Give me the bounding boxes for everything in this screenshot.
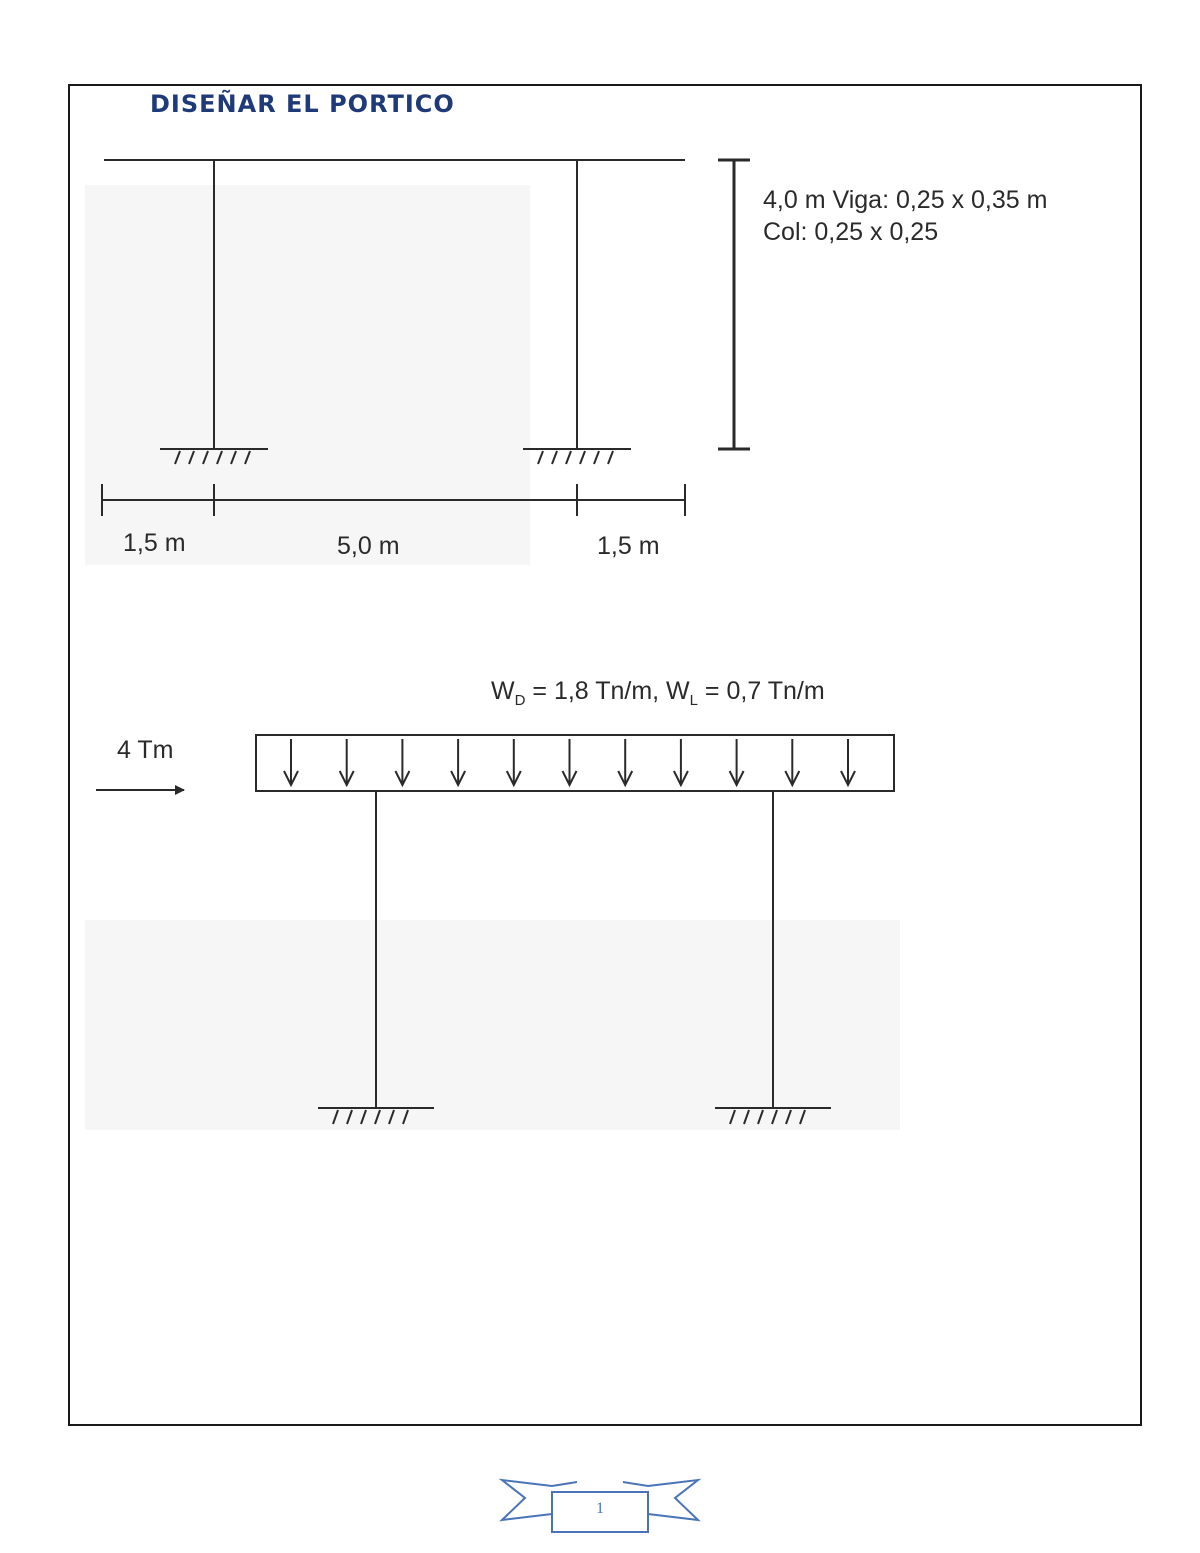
column-section-label: Col: 0,25 x 0,25 [763,218,939,246]
beam-section-label: Viga: 0,25 x 0,35 m [832,186,1048,214]
load-arrows [284,739,855,785]
live-load-subscript: L [689,692,698,709]
height-dimension [718,160,750,449]
dead-load-subscript: D [514,692,526,709]
ribbon-right [648,1480,698,1520]
height-label: 4,0 m [763,186,826,214]
live-load-value: = 0,7 Tn/m [697,677,825,705]
fixed-support-right [523,449,631,464]
page-number: 1 [596,1500,604,1517]
loaded-support-right [715,1108,831,1124]
span-left-label: 1,5 m [123,529,186,557]
dead-load-value: = 1,8 Tn/m, [525,677,667,705]
fixed-support-left [160,449,268,464]
lateral-force-label: 4 Tm [117,736,174,764]
span-right-label: 1,5 m [597,532,660,560]
loaded-support-left [318,1108,434,1124]
span-middle-label: 5,0 m [337,532,400,560]
loaded-frame [96,735,894,1124]
height-label-group [763,185,1047,215]
live-load-symbol: W [666,677,690,705]
dead-load-symbol: W [491,677,515,705]
ribbon-left [502,1480,552,1520]
span-dimension [102,484,685,516]
distributed-load-block [256,735,894,791]
page-title: DISEÑAR EL PORTICO [150,90,455,118]
frame-elevation [102,160,750,516]
distributed-load-label [491,676,825,710]
